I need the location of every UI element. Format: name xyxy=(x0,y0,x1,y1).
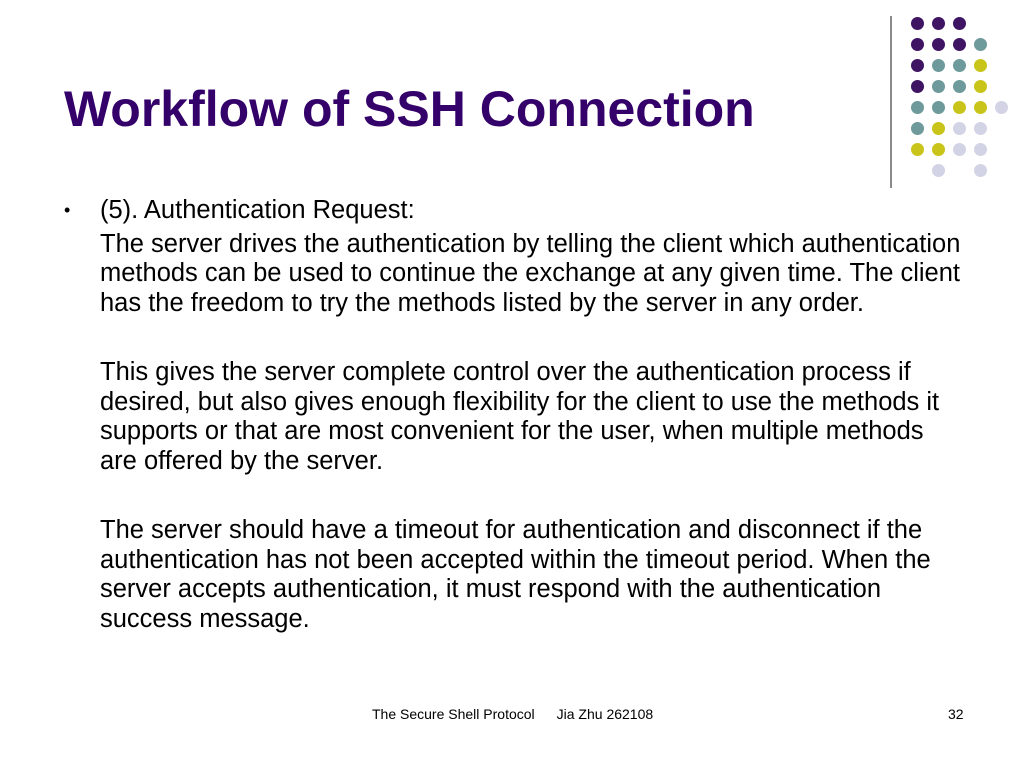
decorative-dot xyxy=(974,122,987,135)
decorative-dot xyxy=(932,38,945,51)
decorative-dot xyxy=(974,38,987,51)
decorative-dot xyxy=(953,80,966,93)
body-paragraph-3: The server should have a timeout for authentication and disconnect if the authentication has not been accepted within the timeout period. When the server accepts authentication, it must respond with the authentication success message. xyxy=(100,516,931,633)
decorative-dot xyxy=(932,101,945,114)
decorative-dot xyxy=(974,143,987,156)
decorative-dot xyxy=(953,38,966,51)
decorative-dot xyxy=(974,164,987,177)
decorative-dot xyxy=(911,80,924,93)
decorative-dot xyxy=(911,101,924,114)
slide-body xyxy=(64,196,964,634)
decorative-dot xyxy=(974,80,987,93)
decorative-dot xyxy=(953,143,966,156)
footer-text xyxy=(372,706,653,722)
divider-line xyxy=(890,16,892,188)
decorative-dot xyxy=(932,59,945,72)
body-paragraph-1: The server drives the authentication by telling the client which authentication methods can be used to continue the exchange at any given time. The client has the freedom to try the methods listed by the server in any order. xyxy=(100,229,961,317)
decorative-dot xyxy=(911,122,924,135)
decorative-dot xyxy=(911,17,924,30)
bullet-heading: (5). Authentication Request: xyxy=(100,196,415,224)
decorative-dot xyxy=(932,143,945,156)
decorative-dot xyxy=(911,143,924,156)
decorative-dot xyxy=(932,164,945,177)
decorative-dot xyxy=(974,59,987,72)
decorative-dot xyxy=(911,59,924,72)
decorative-dot xyxy=(911,38,924,51)
decorative-dot xyxy=(953,122,966,135)
decorative-dot xyxy=(932,80,945,93)
bullet-item xyxy=(64,196,964,634)
footer-title: The Secure Shell Protocol xyxy=(372,706,535,722)
decorative-dot xyxy=(953,59,966,72)
decorative-dot xyxy=(932,17,945,30)
body-paragraph-2: This gives the server complete control over the authentication process if desired, but also gives enough flexibility for the client to use the methods it supports or that are most convenient for the user, when multiple methods are offered by the server. xyxy=(100,358,940,475)
decorative-dot xyxy=(953,17,966,30)
decorative-dot xyxy=(932,122,945,135)
page-number: 32 xyxy=(948,706,964,722)
slide-title: Workflow of SSH Connection xyxy=(64,81,755,137)
decorative-dot xyxy=(953,101,966,114)
decorative-dot xyxy=(995,101,1008,114)
decorative-dot xyxy=(974,101,987,114)
bullet-dot-icon: • xyxy=(64,200,71,220)
footer-author: Jia Zhu 262108 xyxy=(556,706,654,722)
